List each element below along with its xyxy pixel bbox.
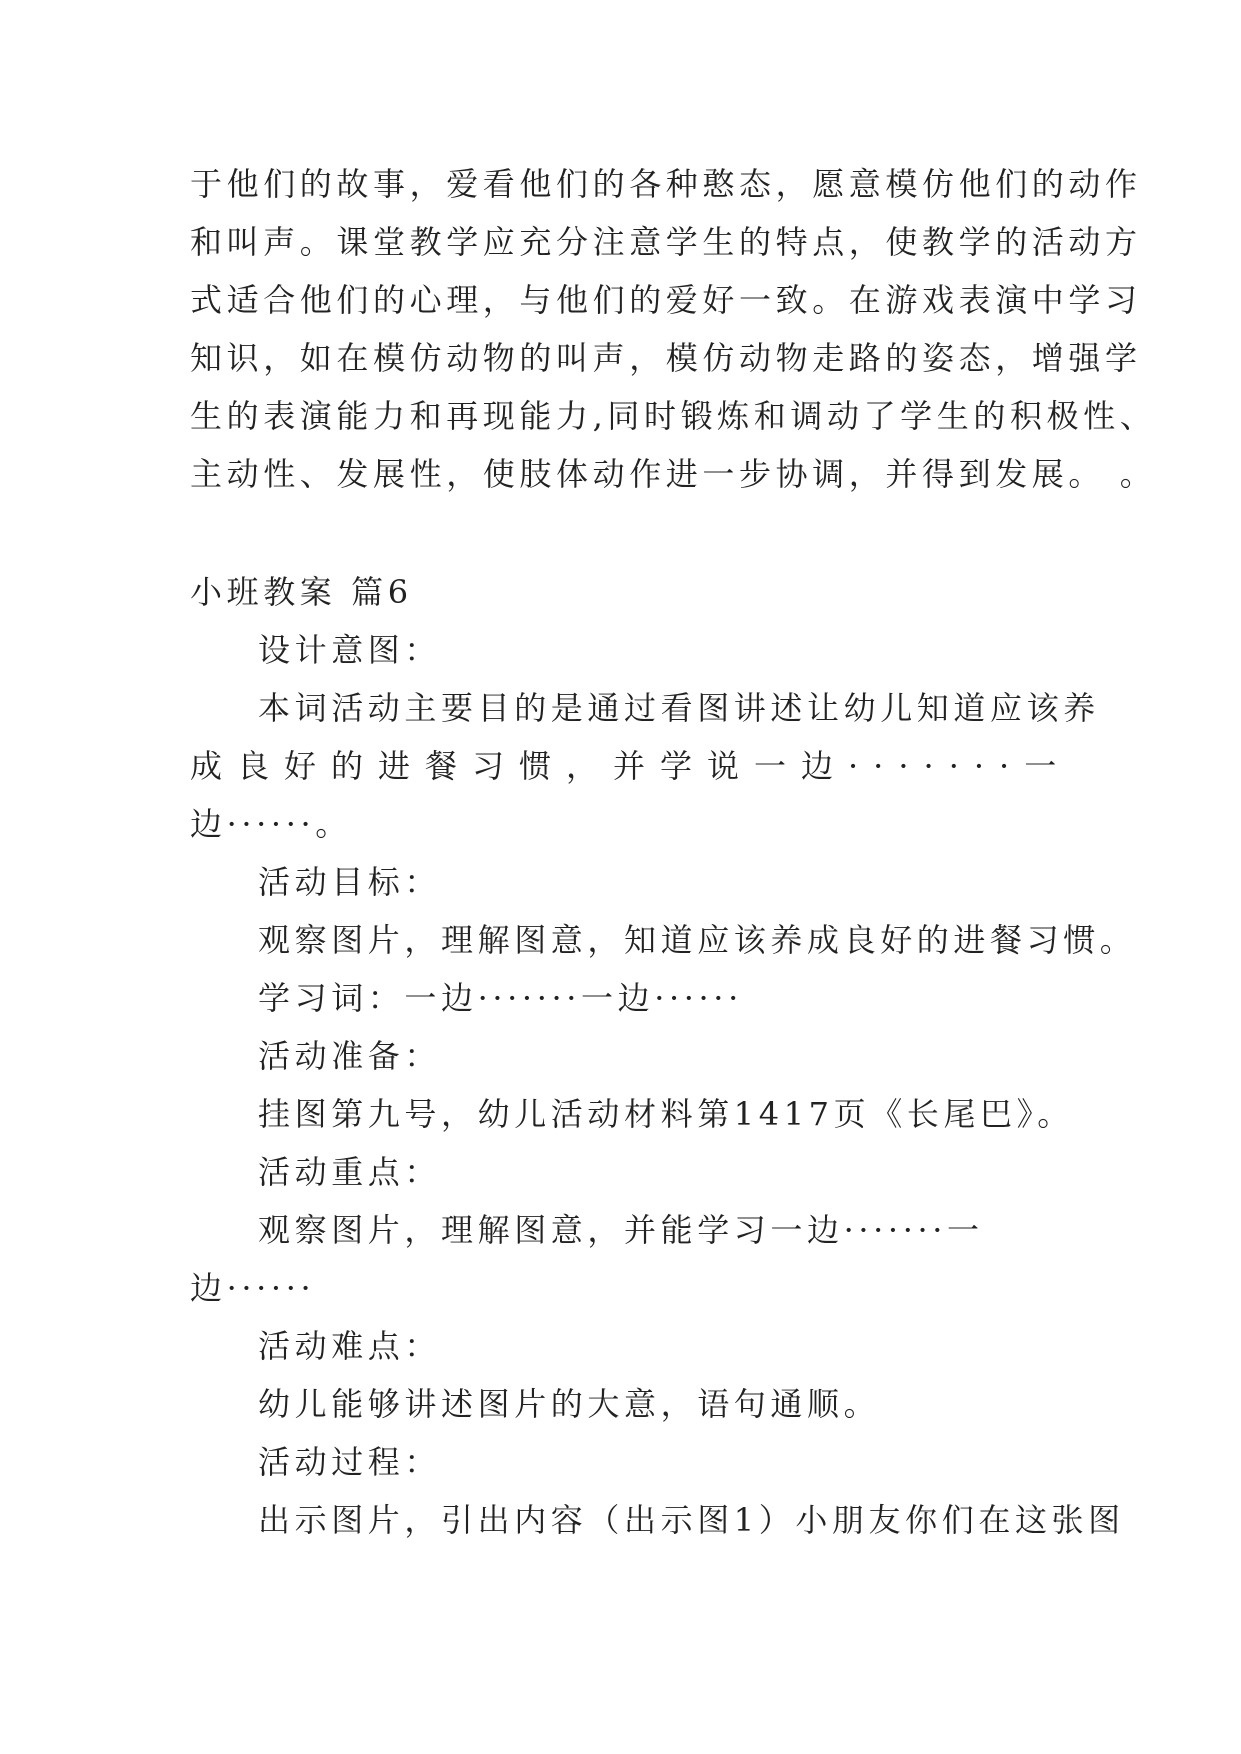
process-text: 出示图片，引出内容（出示图1）小朋友你们在这张图: [258, 1501, 1125, 1539]
body-text-line: 知识，如在模仿动物的叫声，模仿动物走路的姿态，增强学: [190, 339, 1142, 377]
difficulty-heading: 活动难点：: [258, 1327, 442, 1365]
design-intent-heading: 设计意图：: [258, 631, 442, 669]
section-title: 小班教案 篇6: [190, 573, 413, 611]
body-text-line: 和叫声。课堂教学应充分注意学生的特点，使教学的活动方: [190, 223, 1142, 261]
body-text-line: 式适合他们的心理，与他们的爱好一致。在游戏表演中学习: [190, 281, 1142, 319]
design-intent-text: 边······。: [190, 805, 352, 843]
body-text-line: 于他们的故事，爱看他们的各种憨态，愿意模仿他们的动作: [190, 165, 1142, 203]
key-heading: 活动重点：: [258, 1153, 442, 1191]
key-text: 观察图片，理解图意，并能学习一边·······一: [258, 1211, 984, 1249]
prep-text: 挂图第九号，幼儿活动材料第1417页《长尾巴》。: [258, 1095, 1074, 1133]
vocab-text: 学习词：一边·······一边······: [258, 979, 743, 1017]
key-text: 边······: [190, 1269, 316, 1307]
goal-text: 观察图片，理解图意，知道应该养成良好的进餐习惯。: [258, 921, 1137, 959]
goal-heading: 活动目标：: [258, 863, 442, 901]
design-intent-text: 成良好的进餐习惯，并学说一边·······一: [190, 747, 1072, 785]
body-text-line: 主动性、发展性，使肢体动作进一步协调，并得到发展。 。: [190, 455, 1157, 493]
design-intent-text: 本词活动主要目的是通过看图讲述让幼儿知道应该养: [258, 689, 1100, 727]
prep-heading: 活动准备：: [258, 1037, 442, 1075]
difficulty-text: 幼儿能够讲述图片的大意，语句通顺。: [258, 1385, 881, 1423]
process-heading: 活动过程：: [258, 1443, 442, 1481]
body-text-line: 生的表演能力和再现能力,同时锻炼和调动了学生的积极性、: [190, 397, 1157, 435]
